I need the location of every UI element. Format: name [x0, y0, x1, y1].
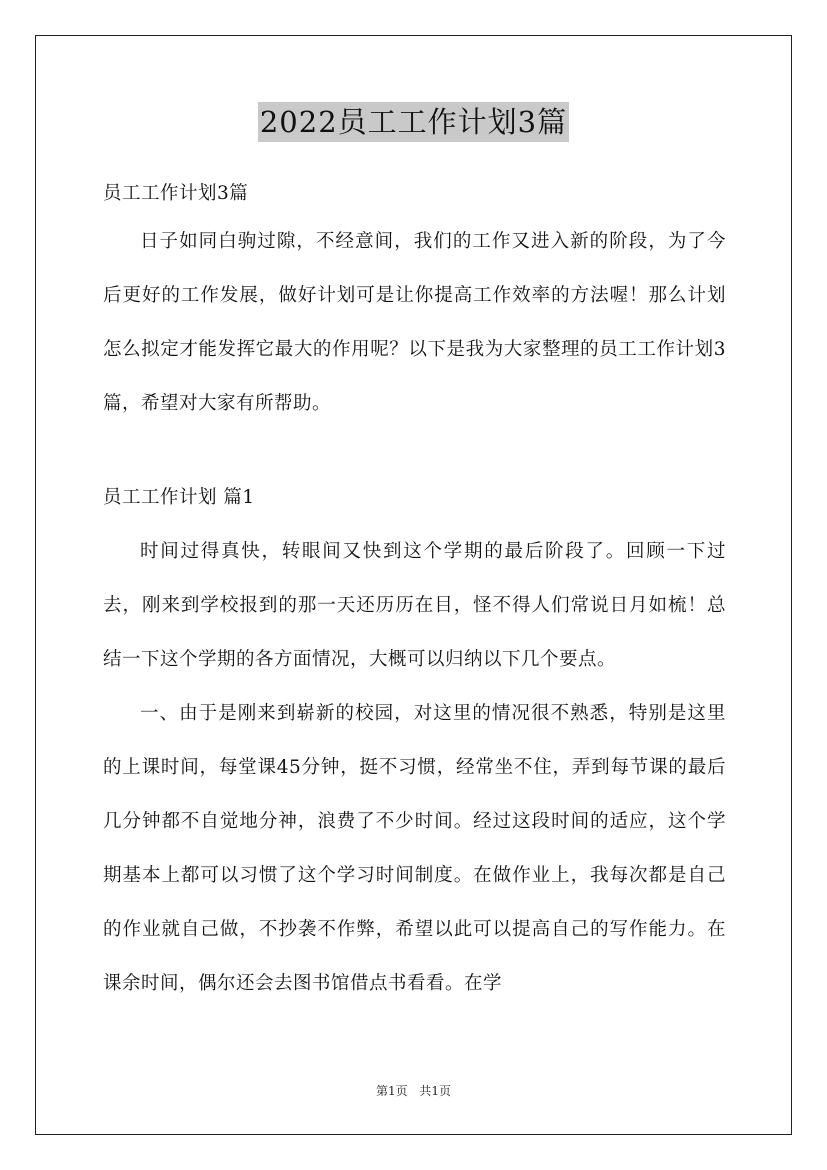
intro-paragraph: 日子如同白驹过隙，不经意间，我们的工作又进入新的阶段，为了今后更好的工作发展，做好计划可是让你提高工作效率的方法喔！那么计划怎么拟定才能发挥它最大的作用呢？以下是我为大家整理的员工工作计划3篇，希望对大家有所帮助。 [103, 231, 726, 414]
document-title: 2022员工工作计划3篇 [258, 102, 569, 142]
document-body [103, 172, 726, 1011]
document-heading: 员工工作计划3篇 [103, 183, 249, 204]
page-total: 共1页 [419, 1084, 452, 1098]
page-footer [0, 1082, 827, 1099]
title-container [0, 102, 827, 142]
body-paragraph: 时间过得真快，转眼间又快到这个学期的最后阶段了。回顾一下过去，刚来到学校报到的那一天还历历在目，怪不得人们常说日月如梳！总结一下这个学期的各方面情况，大概可以归纳以下几个要点。 [103, 541, 726, 670]
body-paragraph: 一、由于是刚来到崭新的校园，对这里的情况很不熟悉，特别是这里的上课时间，每堂课45分钟，挺不习惯，经常坐不住，弄到每节课的最后几分钟都不自觉地分神，浪费了不少时间。经过这段时间的适应，这个学期基本上都可以习惯了这个学习时间制度。在做作业上，我每次都是自己的作业就自己做，不抄袭不作弊，希望以此可以提高自己的写作能力。在课余时间，偶尔还会去图书馆借点书看看。在学 [103, 703, 726, 994]
section-heading: 员工工作计划 篇1 [103, 487, 255, 508]
page-number: 第1页 [375, 1084, 408, 1098]
